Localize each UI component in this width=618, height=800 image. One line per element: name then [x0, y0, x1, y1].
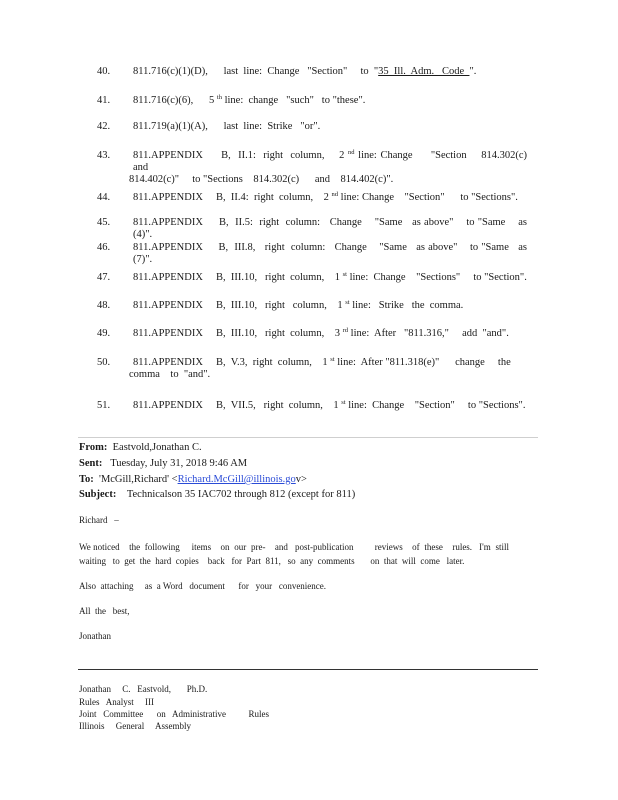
email-sent: Sent: Tuesday, July 31, 2018 9:46 AM — [79, 458, 248, 469]
item-number: 40. — [97, 66, 111, 77]
citation-underlined: 35 Ill. Adm. Code — [378, 66, 470, 77]
item-number: 45. — [97, 217, 111, 228]
item-text: 811.716(c)(6), 5 $^{th}$ line: change "such" to "these". — [133, 94, 366, 106]
email-from: From: Eastvold,Jonathan C. — [79, 442, 202, 453]
item-text: 811.716(c)(1)(D), last line: Change "Section" to "35 Ill. Adm. Code ". — [133, 66, 477, 77]
email-address-link[interactable]: Richard.McGill@illinois.go — [177, 474, 296, 485]
item-text: 811.APPENDIX B, III.10, right column, 3 $^{rd}$ line: After "811.316," add "and". — [133, 327, 509, 339]
signature-org: Joint Committee on Administrative Rules — [79, 709, 269, 719]
item-text: 811.APPENDIX B, III.8, right column: Change "Same as above" to "Same as (7)". — [133, 242, 530, 265]
item-text: 811.APPENDIX B, II.1: right column, 2 $^{nd}$ line: Change "Section 814.302(c) and 814.402(c)" to "Sections 814.302(c) and 814.402(c)". — [129, 149, 541, 185]
signature-name: Jonathan C. Eastvold, Ph.D. — [79, 684, 208, 694]
email-closing: All the best, — [79, 606, 130, 616]
item-number: 46. — [97, 242, 111, 253]
email-paragraph: We noticed the following items on our pre- and post-publication reviews of these rules. I'm still waiting to get the hard copies back for Part 811, so any comments on that will come later. — [79, 542, 512, 566]
item-number: 41. — [97, 95, 111, 106]
item-number: 50. — [97, 357, 111, 368]
item-text: 811.APPENDIX B, II.4: right column, 2 $^{nd}$ line: Change "Section" to "Sections". — [133, 191, 518, 203]
item-number: 49. — [97, 328, 111, 339]
item-text: 811.APPENDIX B, III.10, right column, 1 $^{st}$ line: Strike the comma. — [133, 299, 464, 311]
signature-divider — [78, 669, 538, 670]
email-to: To: 'McGill,Richard' <Richard.McGill@illinois.gov> — [79, 474, 307, 485]
item-number: 48. — [97, 300, 111, 311]
item-text: 811.APPENDIX B, II.5: right column: Change "Same as above" to "Same as (4)". — [133, 217, 530, 240]
item-number: 42. — [97, 121, 111, 132]
header-divider — [78, 437, 538, 438]
item-text: 811.719(a)(1)(A), last line: Strike "or". — [133, 121, 321, 132]
item-text: 811.APPENDIX B, V.3, right column, 1 $^{st}$ line: After "811.318(e)" change the comma to "and". — [129, 356, 511, 380]
email-sender-name: Jonathan — [79, 631, 111, 641]
signature-title: Rules Analyst III — [79, 697, 154, 707]
email-greeting: Richard – — [79, 515, 119, 525]
email-subject: Subject: Technicalson 35 IAC702 through 812 (except for 811) — [79, 489, 356, 500]
item-number: 51. — [97, 400, 111, 411]
signature-org-2: Illinois General Assembly — [79, 721, 191, 731]
item-number: 43. — [97, 150, 111, 161]
item-text: 811.APPENDIX B, III.10, right column, 1 $^{st}$ line: Change "Sections" to "Section". — [133, 271, 527, 283]
item-number: 44. — [97, 192, 111, 203]
item-text: 811.APPENDIX B, VII.5, right column, 1 $^{st}$ line: Change "Section" to "Sections". — [133, 399, 526, 411]
email-paragraph: Also attaching as a Word document for your convenience. — [79, 581, 327, 591]
item-number: 47. — [97, 272, 111, 283]
